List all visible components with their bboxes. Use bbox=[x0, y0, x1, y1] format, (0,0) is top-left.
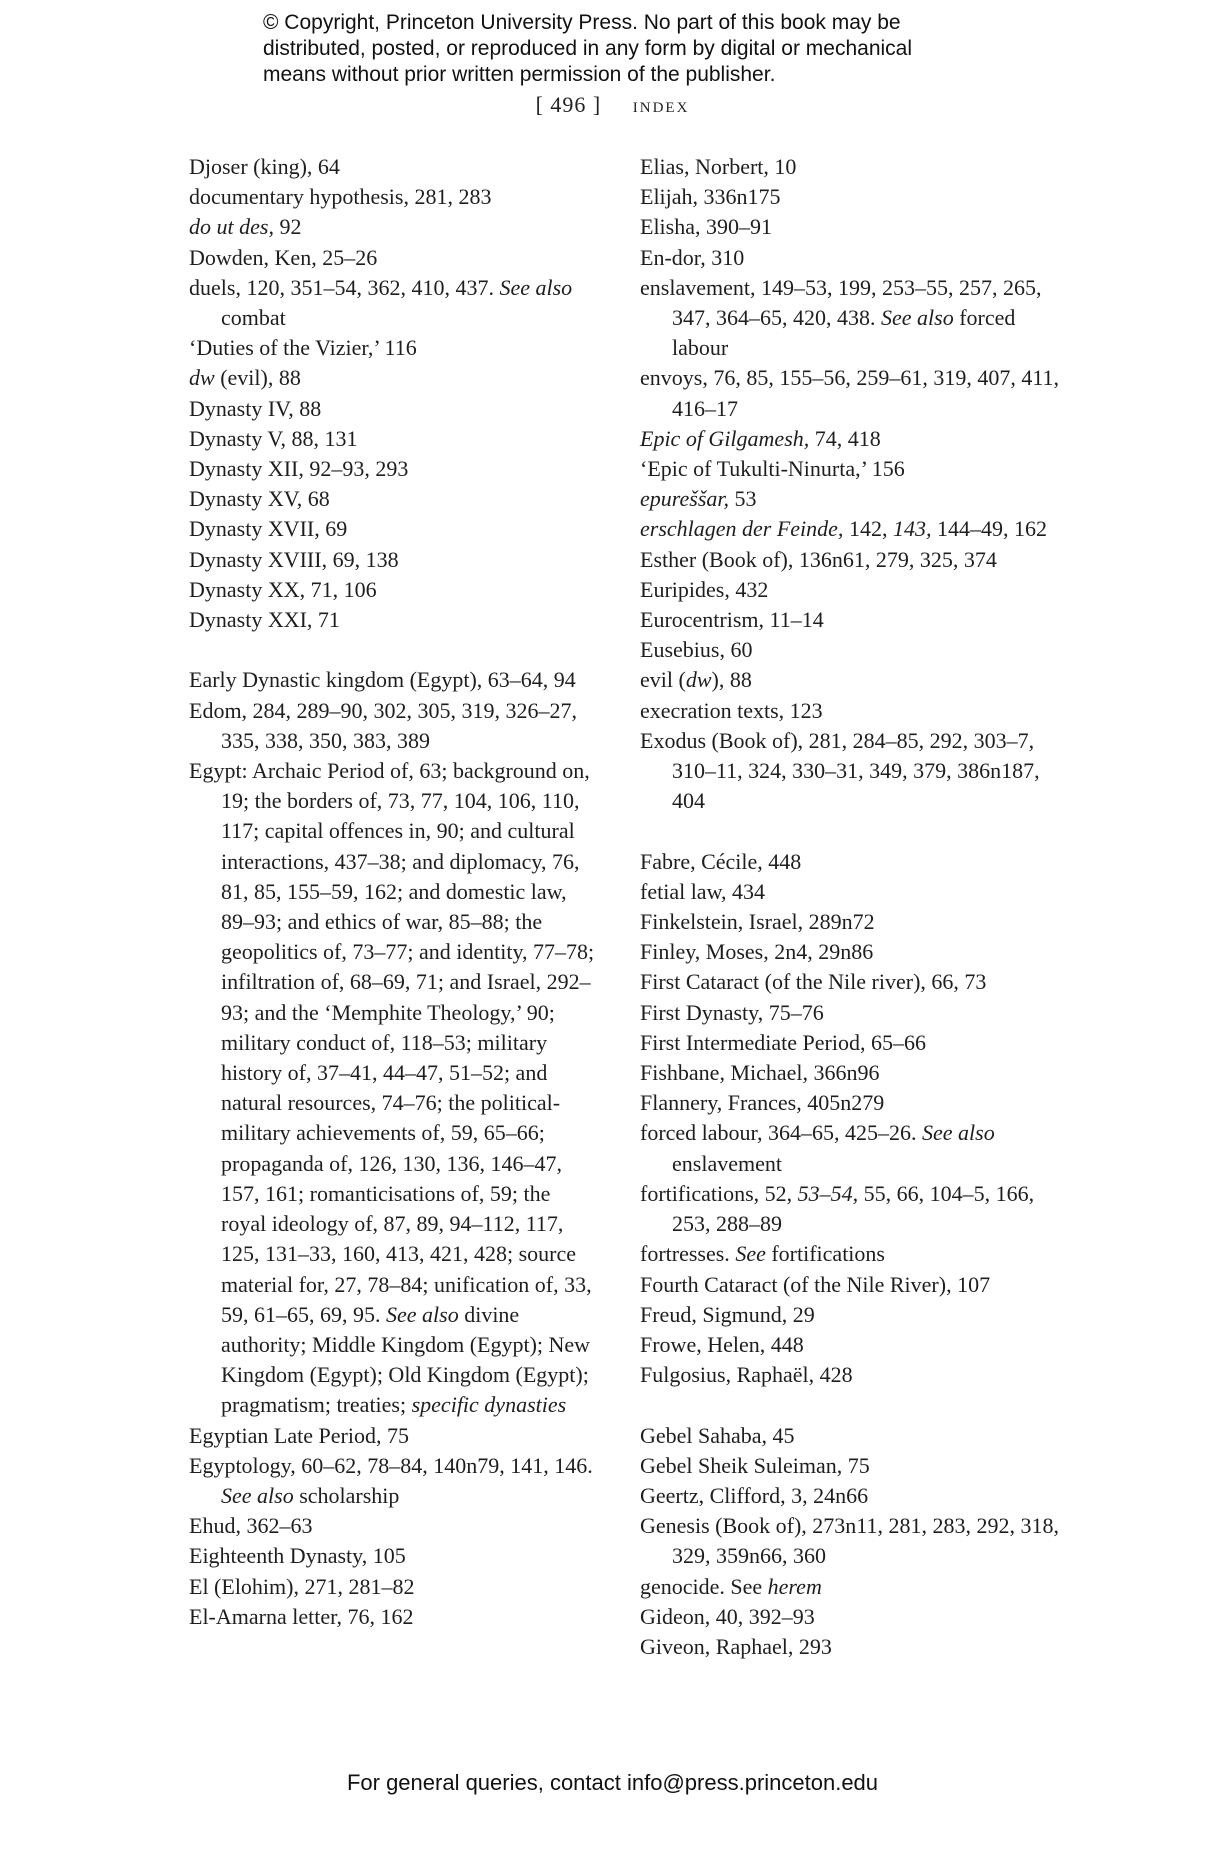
index-entry: Geertz, Clifford, 3, 24n66 bbox=[640, 1482, 869, 1508]
index-entry: Fabre, Cécile, 448 bbox=[640, 848, 802, 874]
running-head bbox=[0, 92, 1225, 118]
copyright-notice bbox=[263, 10, 1023, 88]
index-entry: fortifications, 52, 53–54, 55, 66, 104–5, 166, 253, 288–89 bbox=[640, 1180, 1035, 1237]
index-entry: Frowe, Helen, 448 bbox=[640, 1331, 804, 1357]
copyright-line: © Copyright, Princeton University Press. No part of this book may be bbox=[263, 11, 901, 34]
index-entry: duels, 120, 351–54, 362, 410, 437. See also combat bbox=[189, 274, 573, 331]
index-entry: Dynasty XII, 92–93, 293 bbox=[189, 456, 409, 482]
index-entry: Eurocentrism, 11–14 bbox=[640, 607, 824, 633]
index-entry: Dynasty XVII, 69 bbox=[189, 516, 348, 542]
index-entry: Eighteenth Dynasty, 105 bbox=[189, 1543, 406, 1569]
index-entry: Early Dynastic kingdom (Egypt), 63–64, 94 bbox=[189, 667, 576, 693]
index-entry: forced labour, 364–65, 425–26. See also enslavement bbox=[640, 1120, 995, 1176]
letter-group-gap bbox=[189, 635, 599, 665]
index-entry: erschlagen der Feinde, 142, 143, 144–49, 162 bbox=[640, 516, 1047, 542]
index-entry: Gideon, 40, 392–93 bbox=[640, 1603, 815, 1629]
letter-group-gap bbox=[640, 1390, 1060, 1420]
index-entry: El (Elohim), 271, 281–82 bbox=[189, 1573, 415, 1599]
index-entry: Elias, Norbert, 10 bbox=[640, 154, 797, 179]
index-entry: execration texts, 123 bbox=[640, 697, 823, 723]
index-entry: genocide. See herem bbox=[640, 1573, 822, 1599]
section-title: index bbox=[632, 92, 690, 117]
index-entry: Esther (Book of), 136n61, 279, 325, 374 bbox=[640, 546, 997, 572]
index-entry: do ut des, 92 bbox=[189, 214, 302, 240]
footer-contact: For general queries, contact info@press.princeton.edu bbox=[346, 1770, 879, 1795]
index-entry: Genesis (Book of), 273n11, 281, 283, 292, 318, 329, 359n66, 360 bbox=[640, 1513, 1059, 1569]
index-entry: Egyptology, 60–62, 78–84, 140n79, 141, 146. See also scholarship bbox=[189, 1452, 593, 1508]
index-entry: Dynasty XVIII, 69, 138 bbox=[189, 546, 399, 572]
index-entry: fetial law, 434 bbox=[640, 878, 766, 904]
index-entry: Edom, 284, 289–90, 302, 305, 319, 326–27, 335, 338, 350, 383, 389 bbox=[189, 697, 578, 753]
index-entry: Epic of Gilgamesh, 74, 418 bbox=[640, 425, 881, 451]
index-entry: Ehud, 362–63 bbox=[189, 1513, 313, 1539]
index-entry: El-Amarna letter, 76, 162 bbox=[189, 1603, 414, 1629]
index-column-right bbox=[640, 152, 1060, 1662]
index-entry: Egyptian Late Period, 75 bbox=[189, 1422, 409, 1448]
index-entry: Freud, Sigmund, 29 bbox=[640, 1301, 815, 1327]
index-entry: Exodus (Book of), 281, 284–85, 292, 303–7, 310–11, 324, 330–31, 349, 379, 386n187, 404 bbox=[640, 727, 1040, 814]
index-entry: Dowden, Ken, 25–26 bbox=[189, 244, 378, 270]
index-entry: Flannery, Frances, 405n279 bbox=[640, 1090, 885, 1116]
index-entry: First Intermediate Period, 65–66 bbox=[640, 1029, 926, 1055]
index-entry: Elisha, 390–91 bbox=[640, 214, 772, 240]
copyright-line: distributed, posted, or reproduced in any form by digital or mechanical bbox=[263, 37, 913, 60]
index-entry: Dynasty IV, 88 bbox=[189, 395, 322, 421]
index-entry: First Dynasty, 75–76 bbox=[640, 999, 824, 1025]
index-entry: Finkelstein, Israel, 289n72 bbox=[640, 909, 875, 935]
index-entry: Egypt: Archaic Period of, 63; background on, 19; the borders of, 73, 77, 104, 106, 110, 117; capital offences in, 90; and cultural interactions, 437–38; and diplomacy, 76, 81, 85, 155–59, 162; and domestic law, 89–93; and ethics of war, 85–88; the geopolitics of, 73–77; and identity, 77–78; infiltration of, 68–69, 71; and Israel, 292–93; and the ‘Memphite Theology,’ 90; military conduct of, 118–53; military history of, 37–41, 44–47, 51–52; and natural resources, 74–76; the political-military achievements of, 59, 65–66; propaganda of, 126, 130, 136, 146–47, 157, 161; romanticisations of, 59; the royal ideology of, 87, 89, 94–112, 117, 125, 131–33, 160, 413, 421, 428; source material for, 27, 78–84; unification of, 33, 59, 61–65, 69, 95. See also divine authority; Middle Kingdom (Egypt); New Kingdom (Egypt); Old Kingdom (Egypt); pragmatism; treaties; specific dynasties bbox=[189, 758, 595, 1418]
index-entry: Dynasty V, 88, 131 bbox=[189, 425, 358, 451]
index-entry: documentary hypothesis, 281, 283 bbox=[189, 184, 492, 210]
copyright-line: means without prior written permission of the publisher. bbox=[263, 63, 776, 86]
index-entry: First Cataract (of the Nile river), 66, 73 bbox=[640, 969, 987, 995]
index-entry: Gebel Sheik Suleiman, 75 bbox=[640, 1452, 870, 1478]
index-entry: Eusebius, 60 bbox=[640, 637, 753, 663]
index-entry: Elijah, 336n175 bbox=[640, 184, 781, 210]
index-entry: dw (evil), 88 bbox=[189, 365, 301, 391]
index-entry: enslavement, 149–53, 199, 253–55, 257, 265, 347, 364–65, 420, 438. See also forced labour bbox=[640, 274, 1042, 361]
letter-group-gap bbox=[640, 816, 1060, 846]
index-entry: epureššar, 53 bbox=[640, 486, 757, 512]
index-entry: Dynasty XV, 68 bbox=[189, 486, 330, 512]
index-entry: Djoser (king), 64 bbox=[189, 154, 340, 179]
index-entry: Fishbane, Michael, 366n96 bbox=[640, 1060, 880, 1086]
index-entry: ‘Duties of the Vizier,’ 116 bbox=[189, 335, 417, 361]
index-entry: Gebel Sahaba, 45 bbox=[640, 1422, 795, 1448]
index-entry: fortresses. See fortifications bbox=[640, 1241, 885, 1267]
page-number: [ 496 ] bbox=[535, 92, 602, 117]
index-entry: Dynasty XX, 71, 106 bbox=[189, 576, 377, 602]
index-entry: Fulgosius, Raphaël, 428 bbox=[640, 1362, 853, 1388]
index-entry: Giveon, Raphael, 293 bbox=[640, 1633, 832, 1659]
index-entry: ‘Epic of Tukulti-Ninurta,’ 156 bbox=[640, 456, 905, 482]
index-entry: evil (dw), 88 bbox=[640, 667, 752, 693]
index-entry: envoys, 76, 85, 155–56, 259–61, 319, 407, 411, 416–17 bbox=[640, 365, 1060, 421]
index-entry: En-dor, 310 bbox=[640, 244, 745, 270]
index-entry: Fourth Cataract (of the Nile River), 107 bbox=[640, 1271, 991, 1297]
index-entry: Euripides, 432 bbox=[640, 576, 769, 602]
index-entry: Dynasty XXI, 71 bbox=[189, 607, 340, 633]
index-entry: Finley, Moses, 2n4, 29n86 bbox=[640, 939, 874, 965]
index-column-left bbox=[189, 152, 599, 1632]
